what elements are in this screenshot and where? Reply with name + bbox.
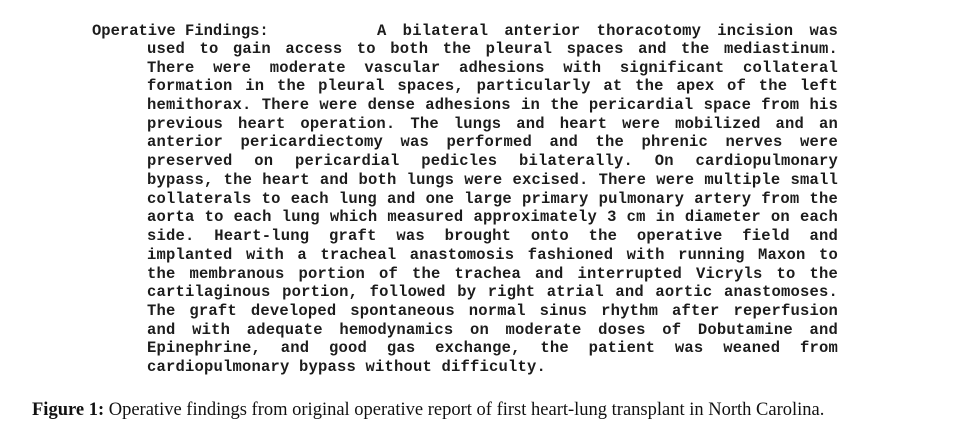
report-line: aorta to each lung which measured approximately 3 cm in diameter on each [147, 208, 838, 226]
figure-caption-text: Operative findings from original operative report of first heart-lung transplant in North Carolina. [104, 400, 825, 420]
figure-caption-label: Figure 1: [32, 400, 105, 420]
report-line: used to gain access to both the pleural spaces and the mediastinum. [147, 40, 838, 58]
report-line: hemithorax. There were dense adhesions in the pericardial space from his [147, 96, 838, 114]
report-line: and with adequate hemodynamics on moderate doses of Dobutamine and [147, 321, 838, 339]
report-line: There were moderate vascular adhesions with significant collateral [147, 59, 838, 77]
report-line: cartilaginous portion, followed by right atrial and aortic anastomoses. [147, 283, 838, 301]
report-line: implanted with a tracheal anastomosis fashioned with running Maxon to [147, 246, 838, 264]
report-line: preserved on pericardial pedicles bilaterally. On cardiopulmonary [147, 152, 838, 170]
report-line: the membranous portion of the trachea and interrupted Vicryls to the [147, 265, 838, 283]
report-line: collaterals to each lung and one large primary pulmonary artery from the [147, 190, 838, 208]
report-line: Epinephrine, and good gas exchange, the patient was weaned from [147, 339, 838, 357]
report-line: side. Heart-lung graft was brought onto the operative field and [147, 227, 838, 245]
report-line: formation in the pleural spaces, particularly at the apex of the left [147, 77, 838, 95]
figure-caption [32, 398, 824, 422]
report-last-line: cardiopulmonary bypass without difficulty. [147, 358, 547, 376]
report-line: anterior pericardiectomy was performed and the phrenic nerves were [147, 133, 838, 151]
report-heading: Operative Findings: [92, 22, 269, 40]
report-first-line: A bilateral anterior thoracotomy incision was [377, 22, 838, 40]
report-line: The graft developed spontaneous normal sinus rhythm after reperfusion [147, 302, 838, 320]
report-line: bypass, the heart and both lungs were excised. There were multiple small [147, 171, 838, 189]
report-line: previous heart operation. The lungs and heart were mobilized and an [147, 115, 838, 133]
